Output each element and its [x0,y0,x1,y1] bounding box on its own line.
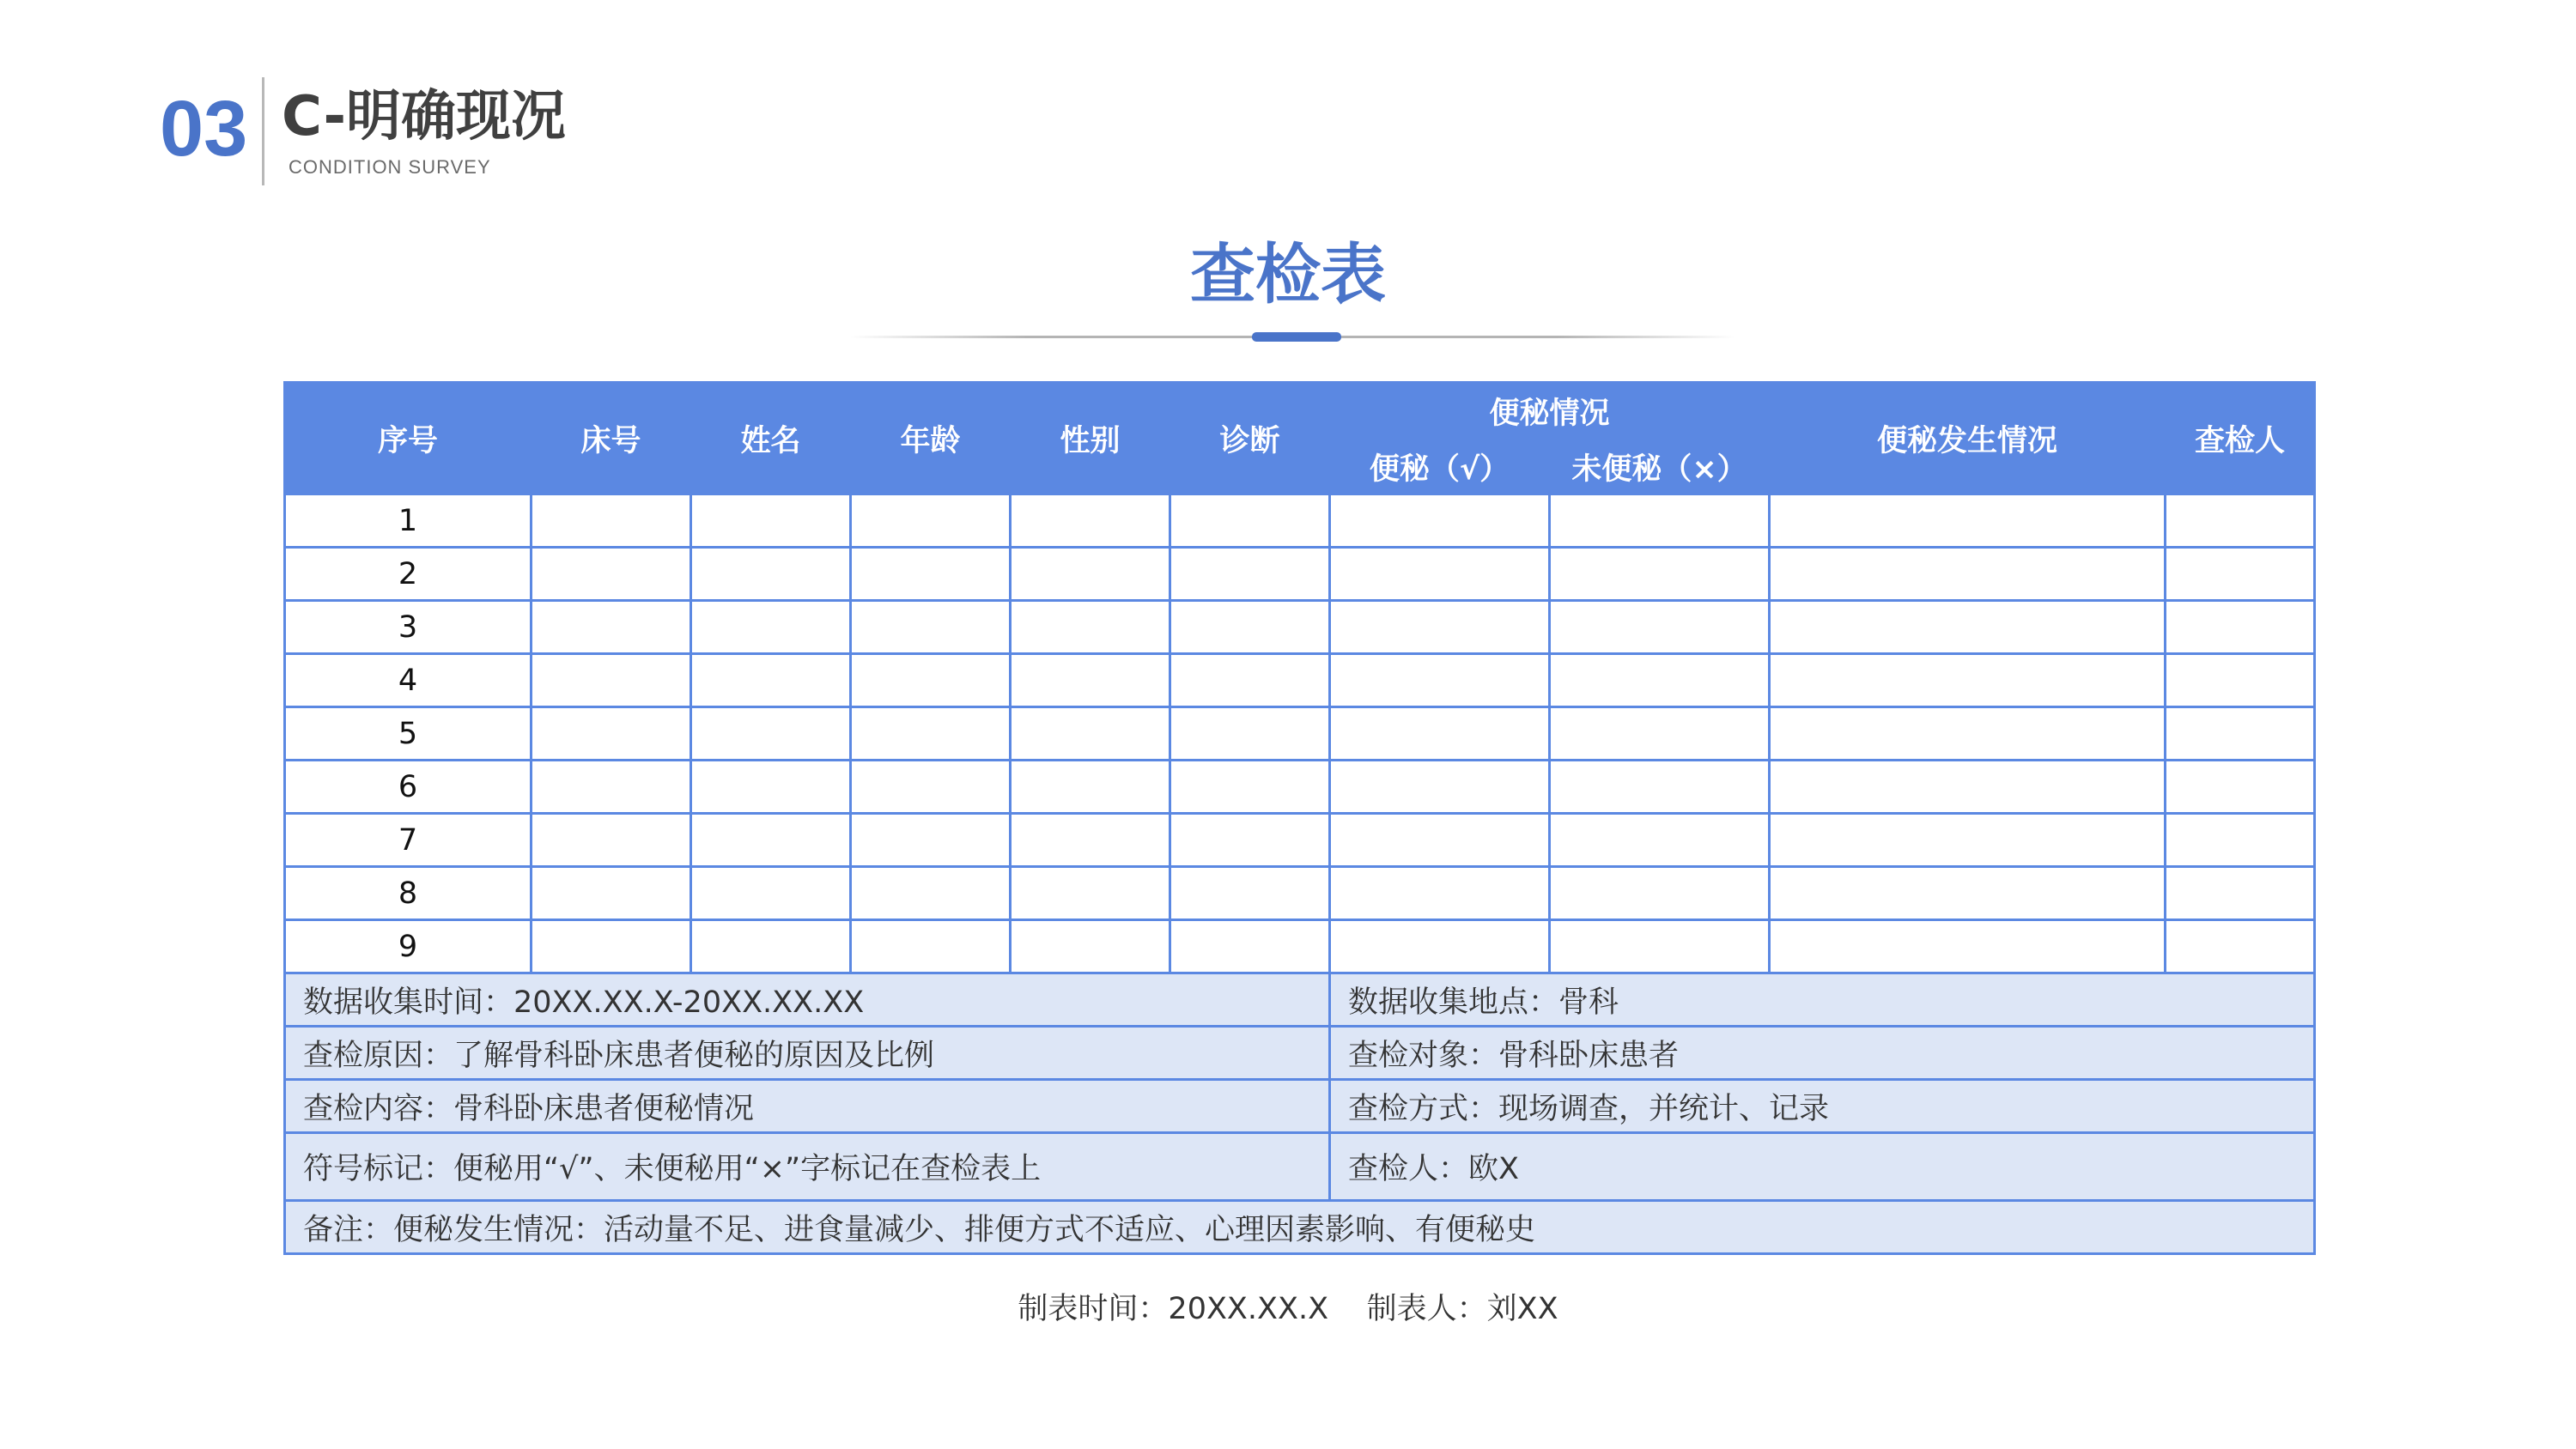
cell-constipated[interactable] [1330,814,1550,867]
info-row [285,1133,2315,1201]
cell-diagnosis[interactable] [1170,601,1330,654]
cell-occurrence[interactable] [1770,920,2166,973]
cell-constipated[interactable] [1330,920,1550,973]
cell-not-constipated[interactable] [1550,761,1770,814]
cell-seq: 1 [285,494,532,548]
cell-bed[interactable] [532,867,691,920]
cell-bed[interactable] [532,920,691,973]
col-header-not-constipated: 未便秘（×） [1550,440,1770,494]
cell-not-constipated[interactable] [1550,601,1770,654]
col-header-name: 姓名 [691,383,851,494]
cell-bed[interactable] [532,601,691,654]
col-header-age: 年龄 [851,383,1011,494]
cell-not-constipated[interactable] [1550,494,1770,548]
title-accent-bar [1252,332,1341,342]
cell-inspector[interactable] [2166,601,2315,654]
cell-seq: 6 [285,761,532,814]
cell-constipated[interactable] [1330,707,1550,761]
cell-constipated[interactable] [1330,601,1550,654]
cell-bed[interactable] [532,548,691,601]
table-row [285,814,2315,867]
table-row [285,867,2315,920]
cell-seq: 5 [285,707,532,761]
cell-age[interactable] [851,494,1011,548]
cell-occurrence[interactable] [1770,707,2166,761]
table-header-row [285,383,2315,440]
cell-name[interactable] [691,494,851,548]
table-row [285,920,2315,973]
col-header-constipation-group: 便秘情况 [1330,383,1770,440]
info-symbol: 符号标记：便秘用“√”、未便秘用“×”字标记在查检表上 [285,1133,1330,1201]
cell-name[interactable] [691,761,851,814]
cell-constipated[interactable] [1330,867,1550,920]
info-collect-place: 数据收集地点：骨科 [1330,973,2315,1027]
info-collect-time: 数据收集时间：20XX.XX.X-20XX.XX.XX [285,973,1330,1027]
col-header-seq: 序号 [285,383,532,494]
cell-inspector[interactable] [2166,494,2315,548]
cell-gender[interactable] [1011,707,1170,761]
section-number: 03 [160,85,248,173]
cell-gender[interactable] [1011,761,1170,814]
cell-diagnosis[interactable] [1170,707,1330,761]
info-row [285,1027,2315,1080]
col-header-inspector: 查检人 [2166,383,2315,494]
section-title: C-明确现况 [282,85,566,149]
cell-age[interactable] [851,601,1011,654]
col-header-diagnosis: 诊断 [1170,383,1330,494]
info-reason: 查检原因：了解骨科卧床患者便秘的原因及比例 [285,1027,1330,1080]
cell-not-constipated[interactable] [1550,654,1770,707]
cell-not-constipated[interactable] [1550,920,1770,973]
cell-gender[interactable] [1011,654,1170,707]
cell-occurrence[interactable] [1770,761,2166,814]
cell-inspector[interactable] [2166,814,2315,867]
cell-name[interactable] [691,814,851,867]
info-subject: 查检对象：骨科卧床患者 [1330,1027,2315,1080]
cell-name[interactable] [691,548,851,601]
cell-gender[interactable] [1011,867,1170,920]
cell-seq: 2 [285,548,532,601]
info-content: 查检内容：骨科卧床患者便秘情况 [285,1080,1330,1133]
cell-name[interactable] [691,867,851,920]
cell-constipated[interactable] [1330,761,1550,814]
cell-diagnosis[interactable] [1170,494,1330,548]
cell-occurrence[interactable] [1770,867,2166,920]
cell-gender[interactable] [1011,814,1170,867]
cell-age[interactable] [851,814,1011,867]
cell-inspector[interactable] [2166,548,2315,601]
cell-bed[interactable] [532,654,691,707]
cell-not-constipated[interactable] [1550,548,1770,601]
cell-constipated[interactable] [1330,548,1550,601]
table-row [285,761,2315,814]
check-table [283,381,2316,1255]
cell-inspector[interactable] [2166,707,2315,761]
col-header-occurrence: 便秘发生情况 [1770,383,2166,494]
section-subtitle: CONDITION SURVEY [289,156,491,178]
cell-age[interactable] [851,867,1011,920]
cell-seq: 3 [285,601,532,654]
cell-occurrence[interactable] [1770,548,2166,601]
cell-name[interactable] [691,920,851,973]
cell-occurrence[interactable] [1770,494,2166,548]
cell-gender[interactable] [1011,494,1170,548]
cell-name[interactable] [691,601,851,654]
table-title: 查检表 [1190,236,1386,312]
cell-inspector[interactable] [2166,920,2315,973]
cell-not-constipated[interactable] [1550,707,1770,761]
cell-seq: 7 [285,814,532,867]
cell-diagnosis[interactable] [1170,814,1330,867]
cell-name[interactable] [691,707,851,761]
col-header-constipated: 便秘（√） [1330,440,1550,494]
cell-constipated[interactable] [1330,654,1550,707]
info-inspector: 查检人：欧X [1330,1133,2315,1201]
section-divider [262,77,264,185]
info-method: 查检方式：现场调查，并统计、记录 [1330,1080,2315,1133]
cell-gender[interactable] [1011,920,1170,973]
info-remark: 备注：便秘发生情况：活动量不足、进食量减少、排便方式不适应、心理因素影响、有便秘史 [285,1201,2315,1254]
cell-bed[interactable] [532,494,691,548]
cell-inspector[interactable] [2166,761,2315,814]
info-row [285,1080,2315,1133]
cell-seq: 9 [285,920,532,973]
cell-bed[interactable] [532,761,691,814]
table-row [285,707,2315,761]
table-row [285,654,2315,707]
cell-age[interactable] [851,761,1011,814]
cell-seq: 8 [285,867,532,920]
table-row [285,548,2315,601]
cell-occurrence[interactable] [1770,601,2166,654]
table-row [285,494,2315,548]
cell-diagnosis[interactable] [1170,654,1330,707]
cell-not-constipated[interactable] [1550,814,1770,867]
cell-age[interactable] [851,707,1011,761]
cell-diagnosis[interactable] [1170,920,1330,973]
cell-gender[interactable] [1011,548,1170,601]
cell-constipated[interactable] [1330,494,1550,548]
col-header-bed: 床号 [532,383,691,494]
info-row [285,973,2315,1027]
cell-inspector[interactable] [2166,654,2315,707]
cell-gender[interactable] [1011,601,1170,654]
cell-inspector[interactable] [2166,867,2315,920]
info-row [285,1201,2315,1254]
cell-age[interactable] [851,654,1011,707]
cell-name[interactable] [691,654,851,707]
cell-diagnosis[interactable] [1170,867,1330,920]
col-header-gender: 性别 [1011,383,1170,494]
cell-age[interactable] [851,548,1011,601]
table-row [285,601,2315,654]
cell-occurrence[interactable] [1770,814,2166,867]
cell-bed[interactable] [532,707,691,761]
cell-age[interactable] [851,920,1011,973]
cell-occurrence[interactable] [1770,654,2166,707]
cell-seq: 4 [285,654,532,707]
footer-note: 制表时间：20XX.XX.X 制表人：刘XX [1018,1292,1558,1326]
cell-diagnosis[interactable] [1170,548,1330,601]
cell-bed[interactable] [532,814,691,867]
cell-not-constipated[interactable] [1550,867,1770,920]
cell-diagnosis[interactable] [1170,761,1330,814]
